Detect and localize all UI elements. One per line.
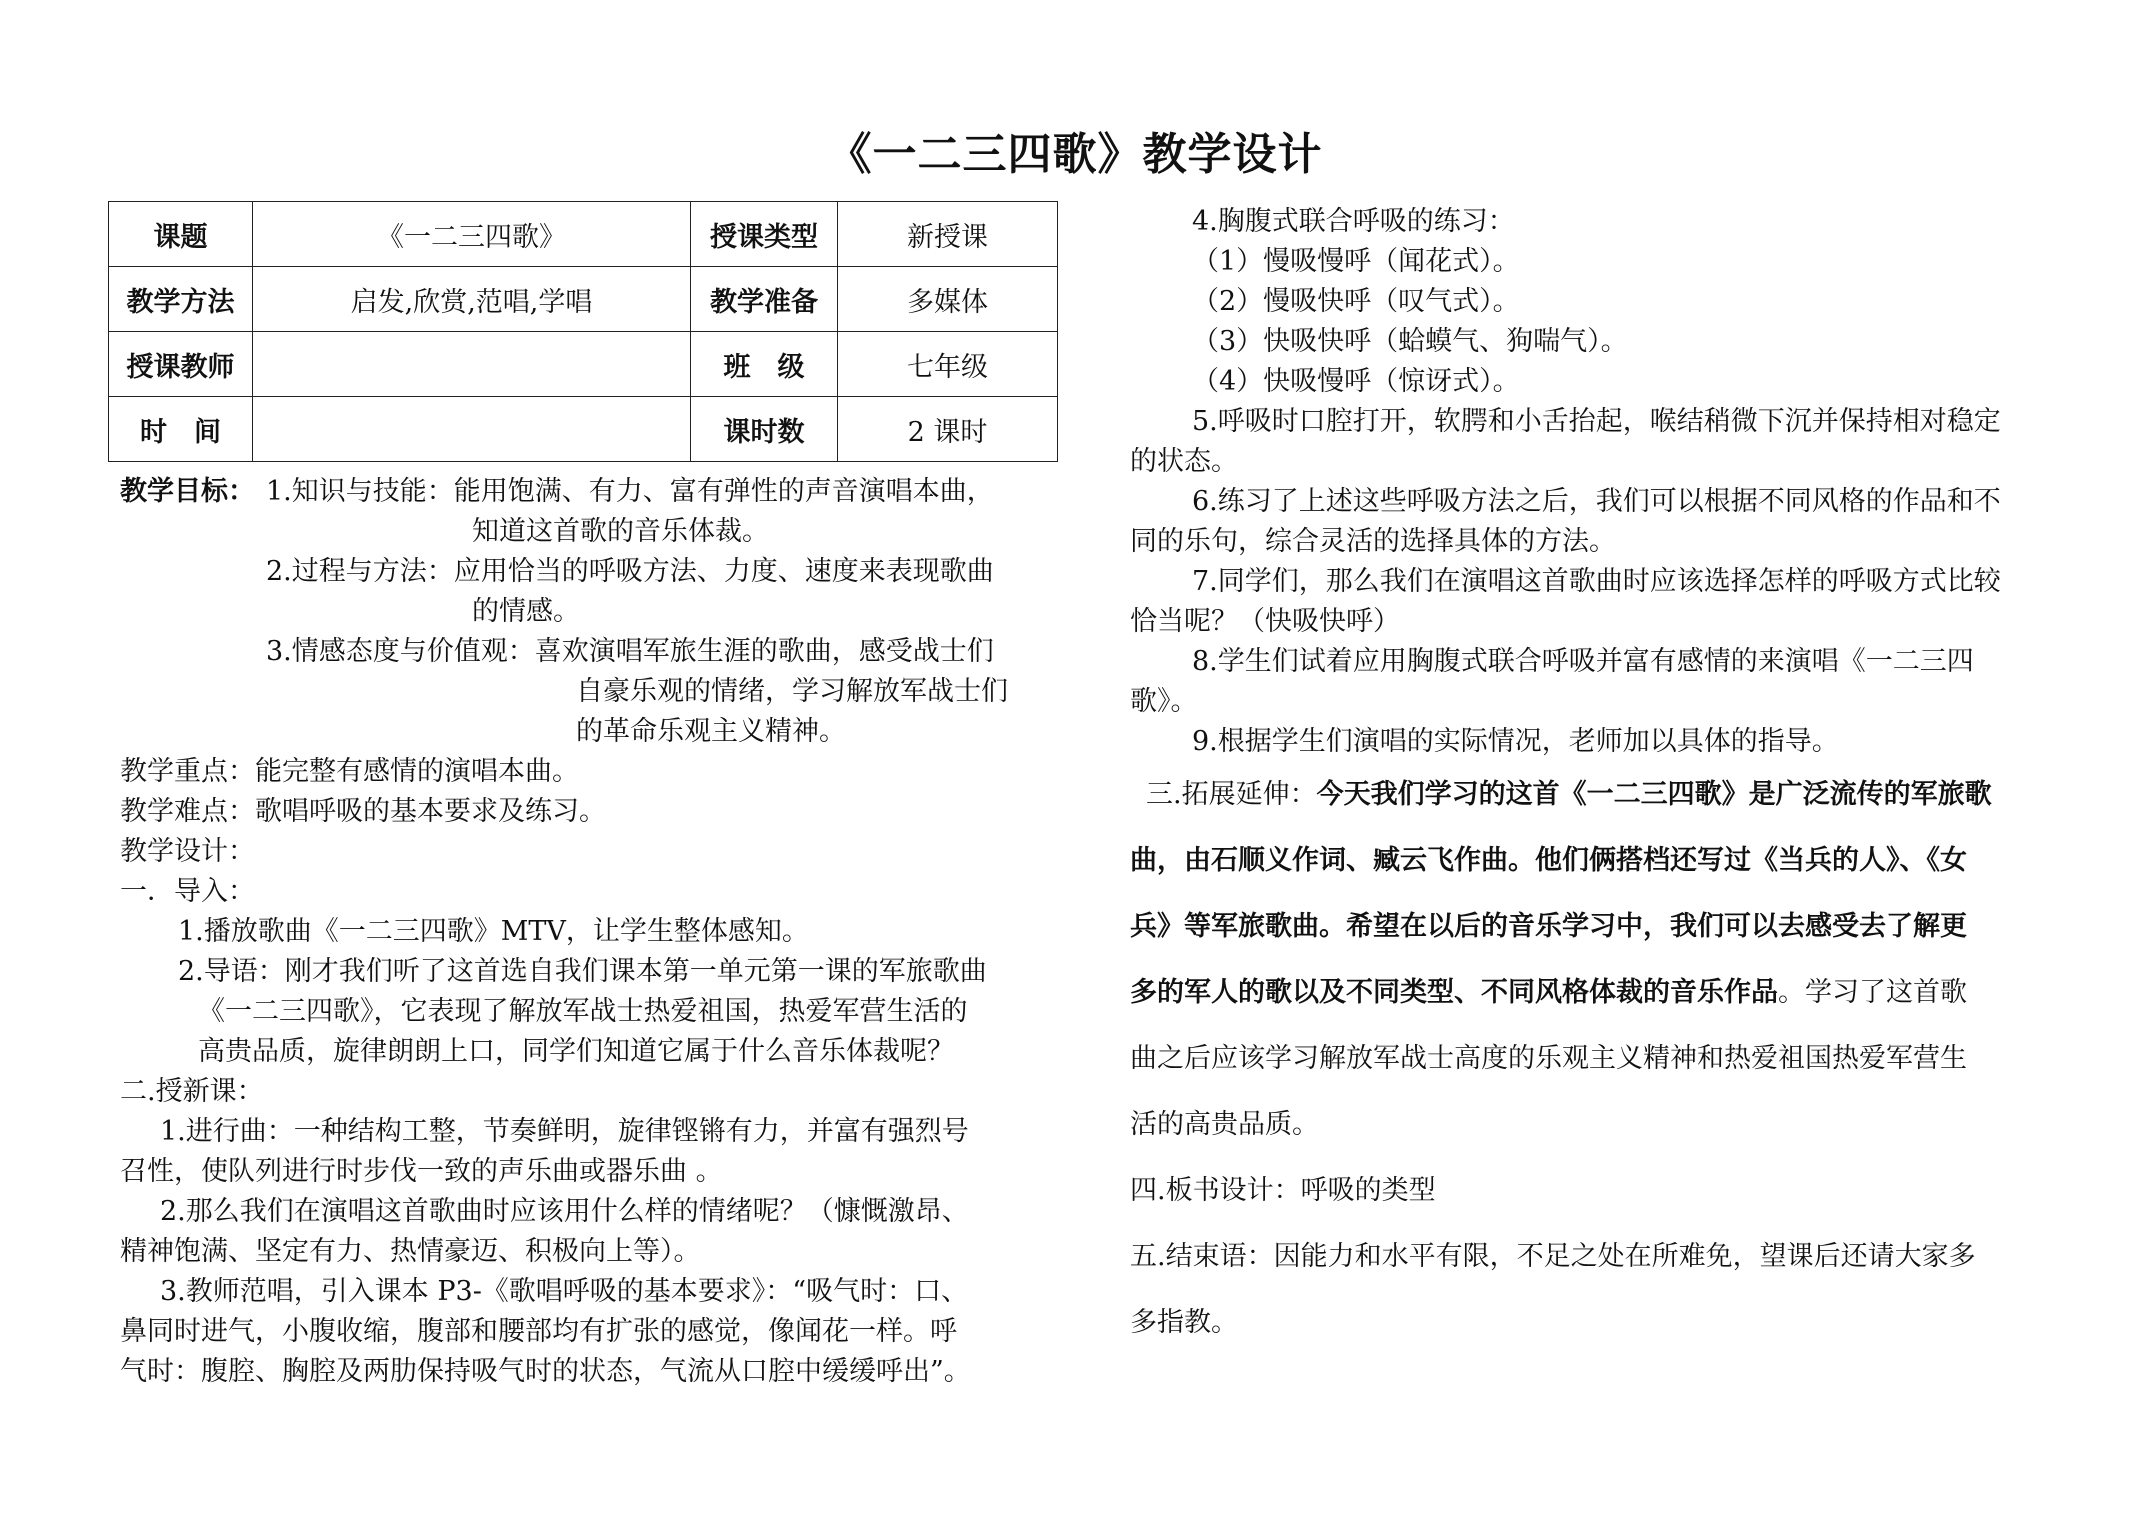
goal-1-line-2: 知道这首歌的音乐体裁。 — [472, 516, 769, 547]
goal-2-line-1: 2.过程与方法：应用恰当的呼吸方法、力度、速度来表现歌曲 — [266, 556, 994, 587]
new-item-2-line-2: 精神饱满、坚定有力、热情豪迈、积极向上等）。 — [120, 1236, 701, 1267]
goal-3 — [120, 632, 1060, 672]
section-2-heading: 二.授新课： — [120, 1076, 264, 1107]
item-7-line-2: 恰当呢？（快吸快呼） — [1130, 606, 1400, 637]
label-teacher: 授课教师 — [109, 332, 253, 397]
goal-3-continuation-2 — [120, 712, 1060, 752]
extension-line-1 — [1130, 762, 2070, 828]
breathing-type-3: （3）快吸快呼（蛤蟆气、狗喘气）。 — [1192, 326, 1628, 357]
item-9: 9.根据学生们演唱的实际情况，老师加以具体的指导。 — [1192, 726, 1839, 757]
breathing-type-2: （2）慢吸快呼（叹气式）。 — [1192, 286, 1520, 317]
new-item-1-line-2: 召性，使队列进行时步伐一致的声乐曲或器乐曲 。 — [120, 1156, 723, 1187]
label-periods: 课时数 — [691, 397, 838, 462]
table-row — [109, 202, 1058, 267]
extension-bold-4: 多的军人的歌以及不同类型、不同风格体裁的音乐作品 — [1130, 977, 1778, 1008]
goals-row-1 — [120, 472, 1060, 512]
goal-3-continuation-1 — [120, 672, 1060, 712]
goal-2-continuation — [120, 592, 1060, 632]
extension-bold-1: 今天我们学习的这首《一二三四歌》是广泛流传的军旅歌 — [1316, 779, 1992, 810]
table-row — [109, 397, 1058, 462]
section-1-heading: 一．导入： — [120, 876, 255, 907]
right-column — [1130, 202, 2070, 1356]
extension-line-3: 兵》等军旅歌曲。希望在以后的音乐学习中，我们可以去感受去了解更 — [1130, 911, 1967, 942]
goal-1-continuation — [120, 512, 1060, 552]
extension-section — [1130, 762, 2070, 1356]
label-lesson-type: 授课类型 — [691, 202, 838, 267]
table-row — [109, 267, 1058, 332]
goal-1-line-1: 1.知识与技能：能用饱满、有力、富有弹性的声音演唱本曲， — [266, 476, 994, 507]
design-heading: 教学设计： — [120, 836, 255, 867]
document-title: 《一二三四歌》教学设计 — [827, 129, 1323, 180]
item-6-line-2: 同的乐句，综合灵活的选择具体的方法。 — [1130, 526, 1616, 557]
intro-item-2-line-2: 《一二三四歌》，它表现了解放军战士热爱祖国，热爱军营生活的 — [198, 996, 968, 1027]
new-item-2-line-1: 2.那么我们在演唱这首歌曲时应该用什么样的情绪呢？（慷慨激昂、 — [160, 1196, 969, 1227]
new-item-3-line-1: 3.教师范唱，引入课本 P3-《歌唱呼吸的基本要求》：“吸气时：口、 — [160, 1276, 969, 1307]
lesson-info-table — [108, 201, 1058, 462]
value-preparation: 多媒体 — [838, 267, 1058, 332]
extension-line-6: 活的高贵品质。 — [1130, 1109, 1319, 1140]
label-time: 时 间 — [109, 397, 253, 462]
extension-label: 三.拓展延伸： — [1146, 779, 1317, 810]
breathing-heading: 4.胸腹式联合呼吸的练习： — [1192, 206, 1515, 237]
extension-line-2: 曲，由石顺义作词、臧云飞作曲。他们俩搭档还写过《当兵的人》、《女 — [1130, 845, 1967, 876]
new-item-3-line-2: 鼻同时进气，小腹收缩，腹部和腰部均有扩张的感觉，像闻花一样。呼 — [120, 1316, 957, 1347]
goal-3-line-1: 3.情感态度与价值观：喜欢演唱军旅生涯的歌曲，感受战士们 — [266, 636, 994, 667]
intro-item-1: 1.播放歌曲《一二三四歌》MTV，让学生整体感知。 — [178, 916, 809, 947]
value-time — [253, 397, 691, 462]
item-5-line-2: 的状态。 — [1130, 446, 1238, 477]
breathing-type-4: （4）快吸慢呼（惊讶式）。 — [1192, 366, 1520, 397]
item-5-line-1: 5.呼吸时口腔打开，软腭和小舌抬起，喉结稍微下沉并保持相对稳定 — [1192, 406, 2001, 437]
item-8-line-2: 歌》。 — [1130, 686, 1198, 717]
difficulty: 教学难点：歌唱呼吸的基本要求及练习。 — [120, 796, 606, 827]
label-class: 班 级 — [691, 332, 838, 397]
goals-label: 教学目标： — [120, 476, 255, 507]
item-7-line-1: 7.同学们，那么我们在演唱这首歌曲时应该选择怎样的呼吸方式比较 — [1192, 566, 2001, 597]
value-class: 七年级 — [838, 332, 1058, 397]
value-lesson-type: 新授课 — [838, 202, 1058, 267]
value-method: 启发,欣赏,范唱,学唱 — [253, 267, 691, 332]
value-topic: 《一二三四歌》 — [253, 202, 691, 267]
goal-3-line-2: 自豪乐观的情绪，学习解放军战士们 — [576, 676, 1008, 707]
value-teacher — [253, 332, 691, 397]
extension-normal-4: 。学习了这首歌 — [1778, 977, 1967, 1008]
table-row — [109, 332, 1058, 397]
label-method: 教学方法 — [109, 267, 253, 332]
breathing-type-1: （1）慢吸慢呼（闻花式）。 — [1192, 246, 1520, 277]
label-topic: 课题 — [109, 202, 253, 267]
new-item-3-line-3: 气时：腹腔、胸腔及两肋保持吸气时的状态，气流从口腔中缓缓呼出”。 — [120, 1356, 971, 1387]
intro-item-2-line-3: 高贵品质，旋律朗朗上口，同学们知道它属于什么音乐体裁呢？ — [198, 1036, 954, 1067]
closing-line-1: 五.结束语：因能力和水平有限，不足之处在所难免，望课后还请大家多 — [1130, 1241, 1976, 1272]
new-item-1-line-1: 1.进行曲：一种结构工整，节奏鲜明，旋律铿锵有力，并富有强烈号 — [160, 1116, 969, 1147]
board-design: 四.板书设计：呼吸的类型 — [1130, 1175, 1436, 1206]
item-8-line-1: 8.学生们试着应用胸腹式联合呼吸并富有感情的来演唱《一二三四 — [1192, 646, 1974, 677]
extension-line-4 — [1130, 960, 2070, 1026]
key-point: 教学重点：能完整有感情的演唱本曲。 — [120, 756, 579, 787]
goal-3-line-3: 的革命乐观主义精神。 — [576, 716, 846, 747]
goal-2 — [120, 552, 1060, 592]
value-periods: 2 课时 — [838, 397, 1058, 462]
extension-line-5: 曲之后应该学习解放军战士高度的乐观主义精神和热爱祖国热爱军营生 — [1130, 1043, 1967, 1074]
item-6-line-1: 6.练习了上述这些呼吸方法之后，我们可以根据不同风格的作品和不 — [1192, 486, 2001, 517]
label-preparation: 教学准备 — [691, 267, 838, 332]
intro-item-2-line-1: 2.导语：刚才我们听了这首选自我们课本第一单元第一课的军旅歌曲 — [178, 956, 987, 987]
left-column — [120, 472, 1060, 1392]
goal-2-line-2: 的情感。 — [472, 596, 580, 627]
closing-line-2: 多指教。 — [1130, 1307, 1238, 1338]
